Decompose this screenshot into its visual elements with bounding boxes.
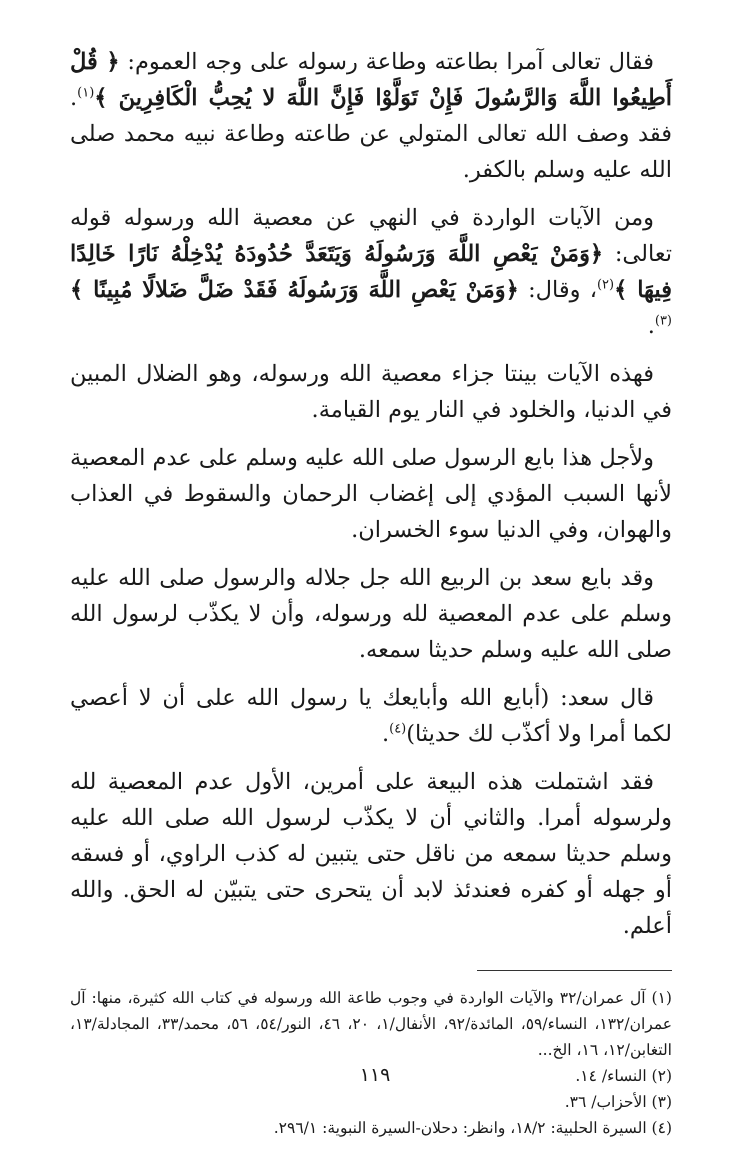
quran-verse: ﴿وَمَنْ يَعْصِ اللَّهَ وَرَسُولَهُ فَقَدْ ضَلَّ ضَلالًا مُبِينًا ﴾	[70, 277, 519, 303]
footnote-reference: (٣)	[654, 313, 672, 329]
paragraph-text: .	[647, 313, 655, 339]
footnote-2: (٢) النساء/ ١٤.	[575, 1067, 672, 1085]
paragraph-text: .	[381, 721, 390, 747]
paragraph-7	[70, 764, 672, 944]
footnote-3: (٣) الأحزاب/ ٣٦.	[564, 1093, 672, 1111]
footnotes	[70, 985, 672, 1141]
paragraph-6	[70, 680, 672, 752]
footnote-reference: (١)	[77, 85, 95, 101]
page-number: ١١٩	[359, 1064, 391, 1086]
paragraph-2	[70, 200, 672, 344]
paragraph-text: وقد بايع سعد بن الربيع الله جل جلاله والرسول صلى الله عليه وسلم على عدم المعصية لله ورسوله، وأن لا يكذّب لرسول الله صلى الله عليه وسلم حديثا سمعه.	[70, 565, 672, 663]
paragraph-text: قال سعد: (أبايع الله وأبايعك يا رسول الله على أن لا أعصي لكما أمرا ولا أكذّب لك حديثا)	[70, 685, 672, 747]
paragraph-4	[70, 440, 672, 548]
body-text	[70, 44, 672, 944]
quran-verse: ﴿ قُلْ أَطِيعُوا اللَّهَ وَالرَّسُولَ فَإِنْ تَوَلَّوْا فَإِنَّ اللَّهَ لا يُحِبُّ الْكَافِرِينَ ﴾	[70, 49, 672, 111]
quran-verse: ﴿وَمَنْ يَعْصِ اللَّهَ وَرَسُولَهُ وَيَتَعَدَّ حُدُودَهُ يُدْخِلْهُ نَارًا خَالِدًا فِيهَا ﴾	[70, 241, 672, 303]
paragraph-3	[70, 356, 672, 428]
footnote-reference: (٢)	[596, 277, 615, 293]
paragraph-text: ، وقال:	[518, 277, 597, 303]
paragraph-text: ولأجل هذا بايع الرسول صلى الله عليه وسلم على عدم المعصية لأنها السبب المؤدي إلى إغضاب الرحمان والسقوط في العذاب والهوان، وفي الدنيا سوء الخسران.	[70, 445, 672, 543]
paragraph-5	[70, 560, 672, 668]
footnote-separator	[477, 970, 672, 971]
footnote-4: (٤) السيرة الحلبية: ١٨/٢، وانظر: دحلان-السيرة النبوية: ٢٩٦/١.	[273, 1119, 672, 1137]
paragraph-text: فقال تعالى آمرا بطاعته وطاعة رسوله على وجه العموم:	[119, 49, 655, 75]
paragraph-1	[70, 44, 672, 188]
footnote-1: (١) آل عمران/٣٢ والآيات الواردة في وجوب طاعة الله ورسوله في كتاب الله كثيرة، منها: آل عمران/١٣٢، النساء/٥٩، المائدة/٩٢، الأنفال/١، ٢٠، ٤٦، النور/٥٤، ٥٦، محمد/٣٣، المجادلة/١٣، التغابن/١٢، ١٦، الخ...	[70, 989, 673, 1059]
paragraph-text: ومن الآيات الواردة في النهي عن معصية الله ورسوله قوله تعالى:	[70, 205, 672, 267]
paragraph-text: فقد اشتملت هذه البيعة على أمرين، الأول عدم المعصية لله ولرسوله أمرا. والثاني أن لا يكذّب لرسول الله صلى الله عليه وسلم حديثا سمعه من ناقل حتى يتبين له كذب الراوي، أو فسقه أو جهله أو كفره فعندئذ لابد أن يتحرى حتى يتبيّن له الحق. والله أعلم.	[70, 769, 672, 939]
paragraph-text: . فقد وصف الله تعالى المتولي عن طاعته وطاعة نبيه محمد صلى الله عليه وسلم بالكفر.	[70, 85, 672, 183]
paragraph-text: فهذه الآيات بينتا جزاء معصية الله ورسوله، وهو الضلال المبين في الدنيا، والخلود في النار يوم القيامة.	[70, 361, 672, 423]
footnote-reference: (٤)	[389, 721, 407, 737]
